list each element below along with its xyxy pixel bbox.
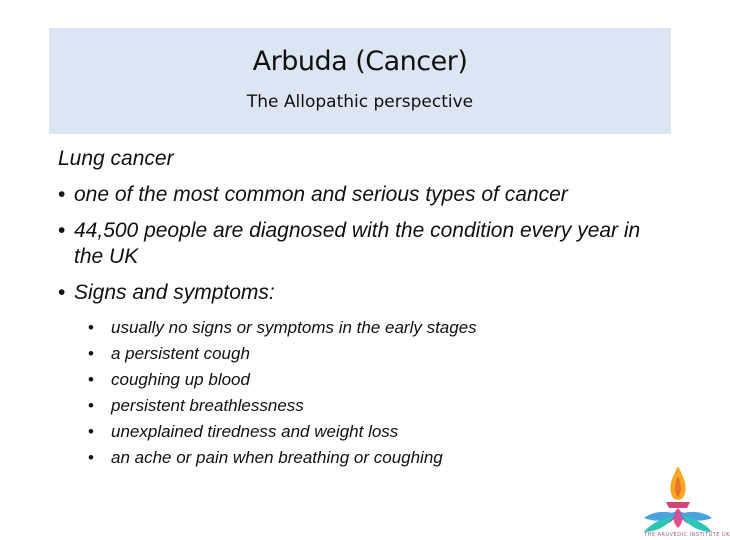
title-banner [49, 28, 671, 134]
slide-title: Arbuda (Cancer) [252, 46, 468, 77]
bullet-icon: • [88, 370, 94, 389]
symptom-text: usually no signs or symptoms in the early stages [111, 318, 477, 337]
logo-text: THE ARUVEDIC INSTITUTE UK [644, 532, 730, 538]
lotus-flame-logo-icon [640, 462, 716, 538]
bullet-item [58, 218, 658, 270]
symptom-text: an ache or pain when breathing or coughing [111, 448, 443, 467]
bullet-icon: • [88, 318, 94, 337]
bullet-text: 44,500 people are diagnosed with the condition every year in the UK [74, 219, 641, 268]
symptom-text: persistent breathlessness [111, 396, 304, 415]
slide-subtitle: The Allopathic perspective [246, 92, 474, 112]
bullet-icon: • [58, 183, 66, 206]
bullet-icon: • [58, 281, 66, 304]
slide-content [58, 146, 658, 471]
bullet-icon: • [88, 396, 94, 415]
symptom-item [88, 419, 658, 445]
symptom-text: unexplained tiredness and weight loss [111, 422, 399, 441]
bullet-icon: • [88, 448, 94, 467]
symptom-text: a persistent cough [111, 344, 250, 363]
bullet-text: one of the most common and serious types of cancer [74, 183, 568, 206]
bullet-icon: • [88, 422, 94, 441]
section-heading: Lung cancer [58, 147, 174, 170]
bullet-item [58, 280, 658, 306]
symptom-item [88, 393, 658, 419]
bullet-text: Signs and symptoms: [74, 281, 275, 304]
symptom-item [88, 341, 658, 367]
bullet-icon: • [88, 344, 94, 363]
bullet-item [58, 182, 658, 208]
symptom-list [88, 315, 658, 471]
symptom-text: coughing up blood [111, 370, 250, 389]
bullet-icon: • [58, 219, 66, 242]
symptom-item [88, 315, 658, 341]
symptom-item [88, 367, 658, 393]
symptom-item [88, 445, 658, 471]
